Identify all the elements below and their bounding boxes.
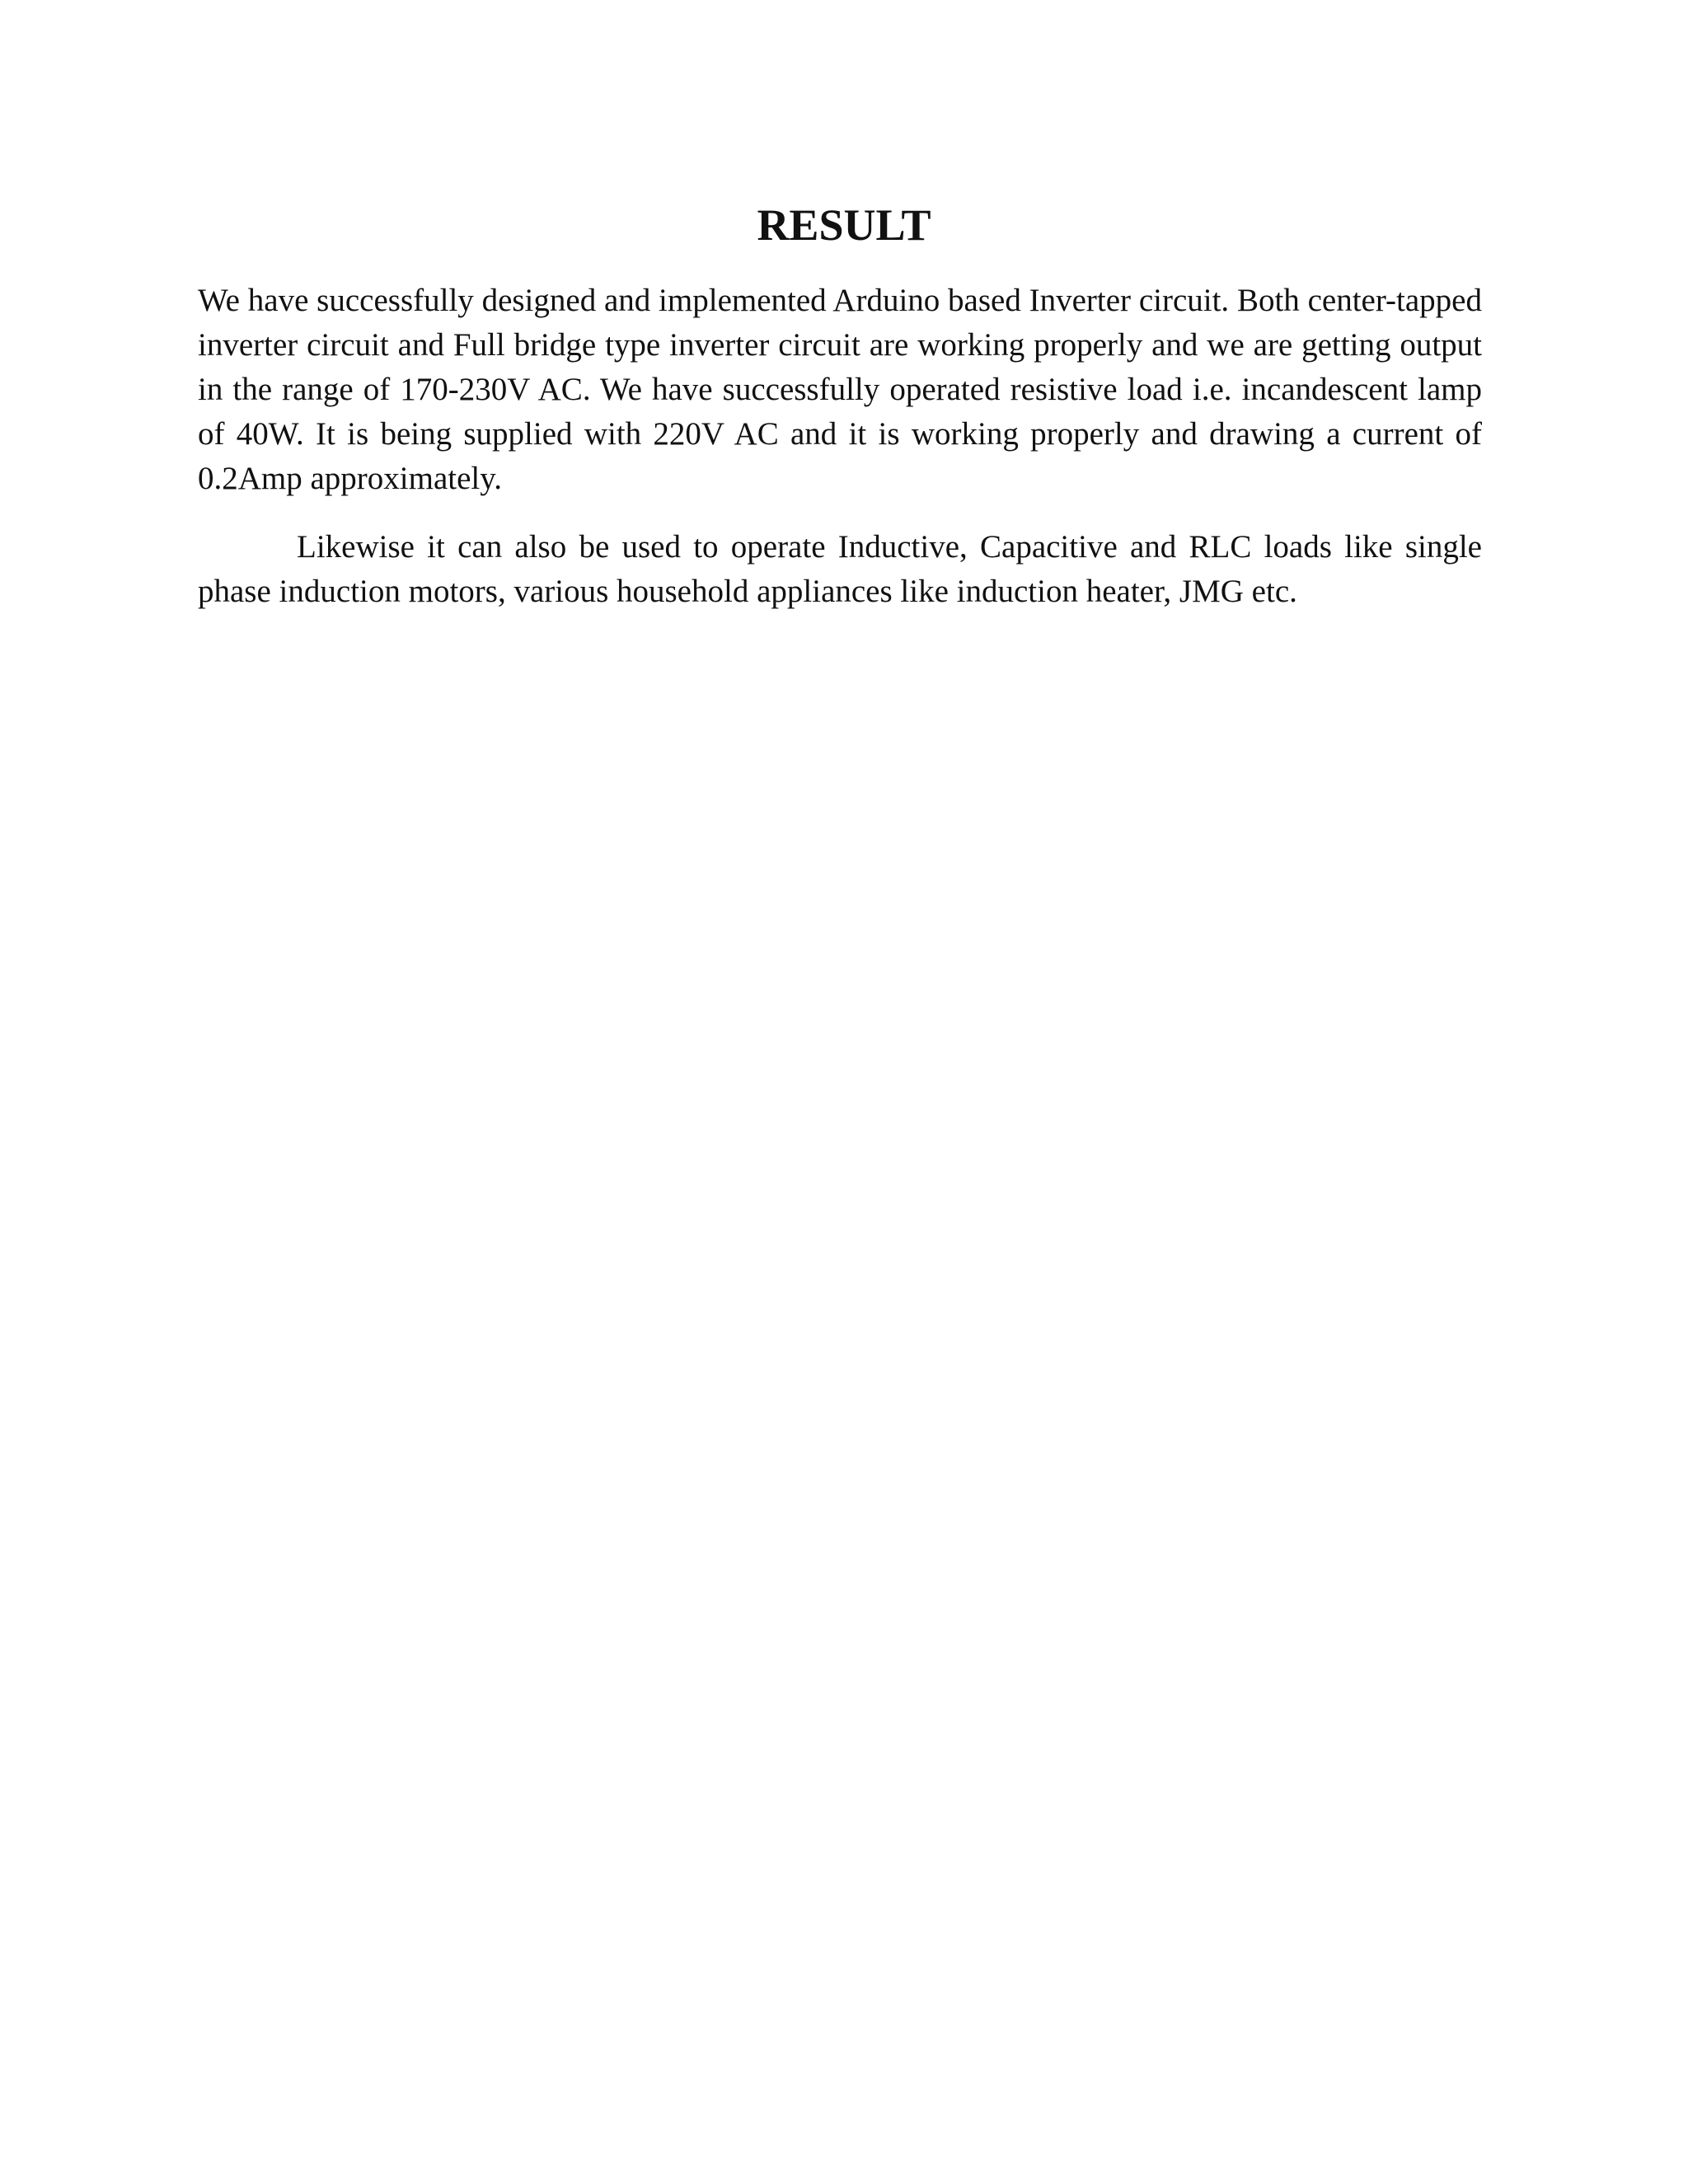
result-paragraph-2: Likewise it can also be used to operate Inductive, Capacitive and RLC loads like single phase induction motors, various household appliances like induction heater, JMG etc.	[198, 529, 1482, 609]
page-title: RESULT	[757, 200, 931, 250]
result-paragraph-1: We have successfully designed and implemented Arduino based Inverter circuit. Both center-tapped inverter circuit and Full bridge type inverter circuit are working properly and we are getting output in the range of 170-230V AC. We have successfully operated resistive load i.e. incandescent lamp of 40W. It is being supplied with 220V AC and it is working properly and drawing a current of 0.2Amp approximately.	[198, 283, 1482, 496]
